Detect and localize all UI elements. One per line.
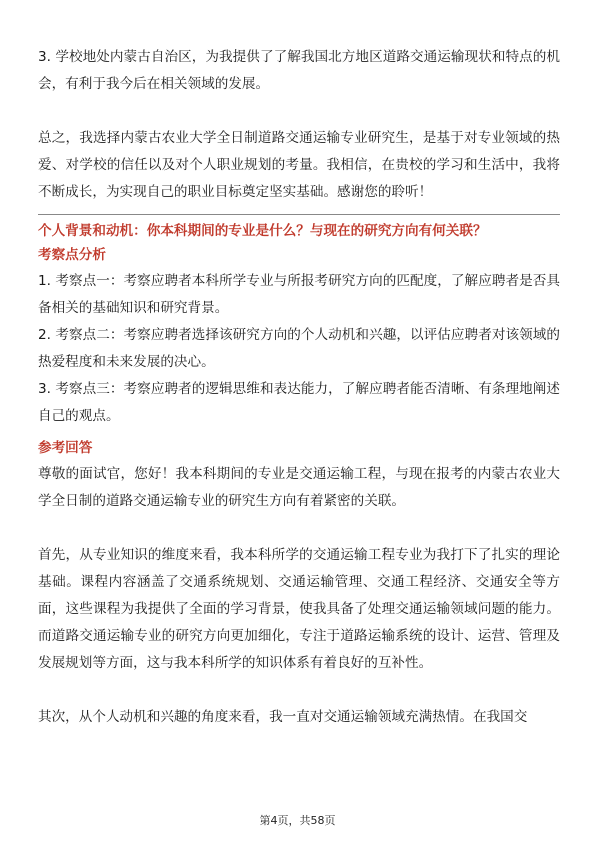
- analysis-point-1: 1. 考察点一：考察应聘者本科所学专业与所报考研究方向的匹配度，了解应聘者是否具备相关的基础知识和研究背景。: [38, 273, 560, 316]
- analysis-point-2: 2. 考察点二：考察应聘者选择该研究方向的个人动机和兴趣，以评估应聘者对该领域的热爱程度和未来发展的决心。: [38, 327, 560, 370]
- page-number-footer: 第4页，共58页: [259, 814, 336, 827]
- section-divider: [38, 214, 560, 215]
- analysis-point-3: 3. 考察点三：考察应聘者的逻辑思维和表达能力，了解应聘者能否清晰、有条理地阐述自己的观点。: [38, 381, 560, 424]
- intro-paragraph-1: 3. 学校地处内蒙古自治区，为我提供了了解我国北方地区道路交通运输现状和特点的机会，有利于我今后在相关领域的发展。: [38, 49, 560, 92]
- answer-paragraph-1: 尊敬的面试官，您好！我本科期间的专业是交通运输工程，与现在报考的内蒙古农业大学全日制的道路交通运输专业的研究生方向有着紧密的关联。: [38, 466, 560, 509]
- answer-paragraph-2: 首先，从专业知识的维度来看，我本科所学的交通运输工程专业为我打下了扎实的理论基础。课程内容涵盖了交通系统规划、交通运输管理、交通工程经济、交通安全等方面，这些课程为我提供了全面的学习背景，使我具备了处理交通运输领域问题的能力。而道路交通运输专业的研究方向更加细化，专注于道路运输系统的设计、运营、管理及发展规划等方面，这与我本科所学的知识体系有着良好的互补性。: [38, 547, 560, 671]
- paragraph-gap: [38, 98, 560, 125]
- question-title: 个人背景和动机：你本科期间的专业是什么？与现在的研究方向有何关联？: [38, 223, 487, 239]
- intro-paragraph-2: 总之，我选择内蒙古农业大学全日制道路交通运输专业研究生，是基于对专业领域的热爱、对学校的信任以及对个人职业规划的考量。我相信，在贵校的学习和生活中，我将不断成长，为实现自己的职业目标奠定坚实基础。感谢您的聆听！: [38, 130, 560, 200]
- paragraph-gap: [38, 515, 560, 542]
- document-page: [38, 44, 560, 731]
- analysis-heading: 考察点分析: [38, 247, 106, 263]
- answer-paragraph-3: 其次，从个人动机和兴趣的角度来看，我一直对交通运输领域充满热情。在我国交: [38, 709, 528, 725]
- paragraph-gap: [38, 677, 560, 704]
- answer-heading: 参考回答: [38, 440, 93, 456]
